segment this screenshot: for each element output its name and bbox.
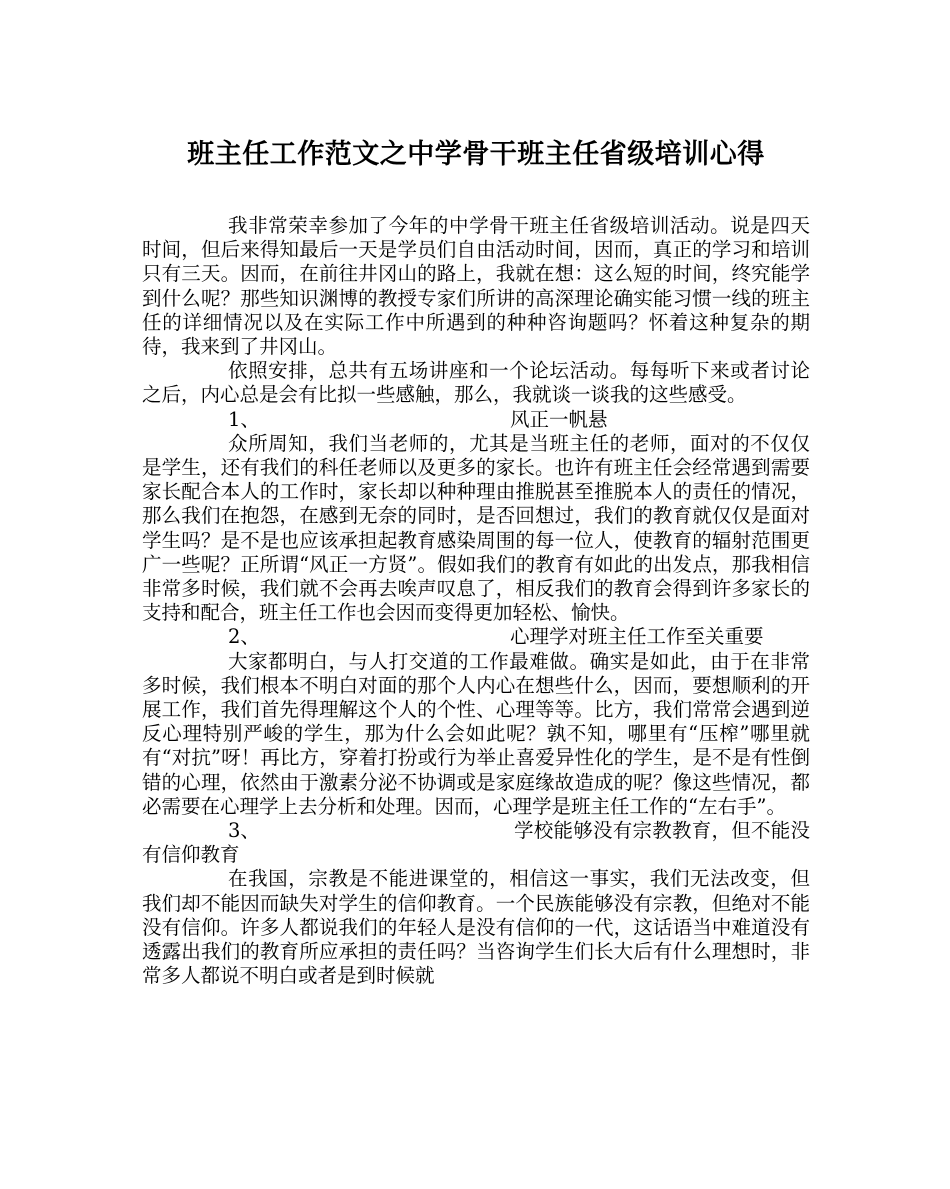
paragraph-section-2: 大家都明白，与人打交道的工作最难做。确实是如此，由于在非常多时候，我们根本不明白对面的那个人内心在想些什么，因而，要想顺利的开展工作，我们首先得理解这个人的个性、心理等等。比方，我们常常会遇到逆反心理特别严峻的学生，那为什么会如此呢？孰不知，哪里有“压榨”哪里就有“对抗”呀！再比方，穿着打扮或行为举止喜爱异性化的学生，是不是有性倒错的心理，依然由于激素分泌不协调或是家庭缘故造成的呢？像这些情况，都必需要在心理学上去分析和处理。因而，心理学是班主任工作的“左右手”。: [142, 649, 810, 818]
section-title-2: 心理学对班主任工作至关重要: [510, 625, 764, 649]
section-number-2: 2、: [228, 625, 260, 649]
section-heading-3: [142, 819, 810, 867]
section-number-3: 3、: [228, 819, 260, 843]
section-number-1: 1、: [228, 407, 260, 431]
section-title-3: 学校能够没有宗教教育，但不能没有信仰教育: [142, 819, 810, 867]
paragraph-arrangement: 依照安排，总共有五场讲座和一个论坛活动。每每听下来或者讨论之后，内心总是会有比拟一些感触，那么，我就谈一谈我的这些感受。: [142, 359, 810, 407]
section-heading-2: [142, 625, 810, 649]
paragraph-section-1: 众所周知，我们当老师的，尤其是当班主任的老师，面对的不仅仅是学生，还有我们的科任老师以及更多的家长。也许有班主任会经常遇到需要家长配合本人的工作时，家长却以种种理由推脱甚至推脱本人的责任的情况，那么我们在抱怨，在感到无奈的同时，是否回想过，我们的教育就仅仅是面对学生吗？是不是也应该承担起教育感染周围的每一位人，使教育的辐射范围更广一些呢？正所谓“风正一方贤”。假如我们的教育有如此的出发点，那我相信非常多时候，我们就不会再去唉声叹息了，相反我们的教育会得到许多家长的支持和配合，班主任工作也会因而变得更加轻松、愉快。: [142, 431, 810, 625]
paragraph-section-3: 在我国，宗教是不能进课堂的，相信这一事实，我们无法改变，但我们却不能因而缺失对学生的信仰教育。一个民族能够没有宗教，但绝对不能没有信仰。许多人都说我们的年轻人是没有信仰的一代，这话语当中难道没有透露出我们的教育所应承担的责任吗？当咨询学生们长大后有什么理想时，非常多人都说不明白或者是到时候就: [142, 867, 810, 988]
section-title-1: 风正一帆悬: [510, 407, 608, 431]
document-page: [142, 138, 810, 988]
paragraph-intro: 我非常荣幸参加了今年的中学骨干班主任省级培训活动。说是四天时间，但后来得知最后一天是学员们自由活动时间，因而，真正的学习和培训只有三天。因而，在前往井冈山的路上，我就在想：这么短的时间，终究能学到什么呢？那些知识渊博的教授专家们所讲的高深理论确实能习惯一线的班主任的详细情况以及在实际工作中所遇到的种种咨询题吗？怀着这种复杂的期待，我来到了井冈山。: [142, 214, 810, 359]
document-title: 班主任工作范文之中学骨干班主任省级培训心得: [187, 139, 765, 170]
section-heading-1: [142, 408, 810, 432]
